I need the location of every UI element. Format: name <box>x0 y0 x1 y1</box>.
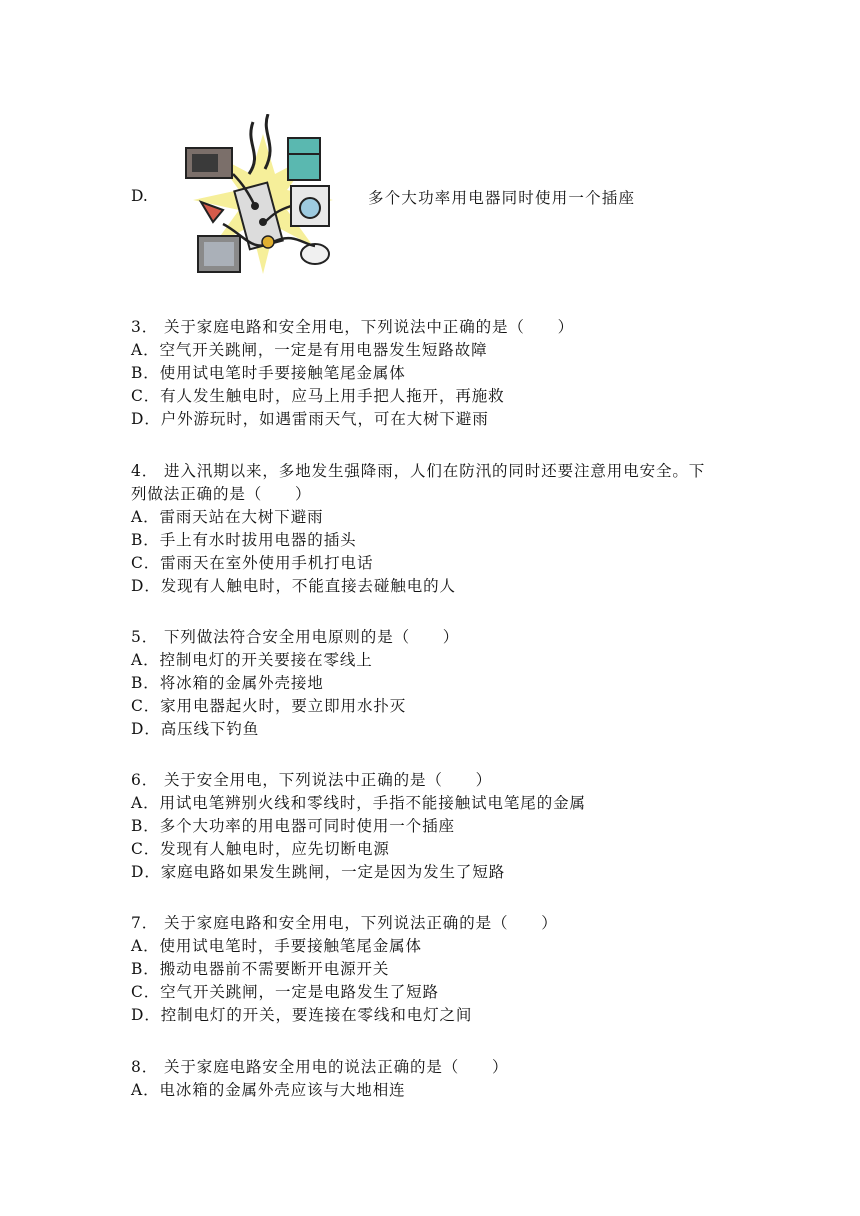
question-stem-continued: 列做法正确的是（ ） <box>131 485 312 503</box>
answer-option: B．多个大功率的用电器可同时使用一个插座 <box>131 817 455 835</box>
answer-option: A．电冰箱的金属外壳应该与大地相连 <box>131 1081 406 1099</box>
option-d-text: 多个大功率用电器同时使用一个插座 <box>368 189 636 207</box>
option-d-label: D. <box>131 187 148 205</box>
answer-option: C．发现有人触电时，应先切断电源 <box>131 840 390 858</box>
answer-option: B．使用试电笔时手要接触笔尾金属体 <box>131 364 406 382</box>
answer-option: A．使用试电笔时，手要接触笔尾金属体 <box>131 937 422 955</box>
answer-option: B．搬动电器前不需要断开电源开关 <box>131 960 390 978</box>
question-stem: 7． 关于家庭电路和安全用电，下列说法正确的是（ ） <box>131 914 558 932</box>
answer-option: A．用试电笔辨别火线和零线时，手指不能接触试电笔尾的金属 <box>131 794 586 812</box>
answer-option: C．有人发生触电时，应马上用手把人拖开，再施救 <box>131 387 505 405</box>
answer-option: D．高压线下钓鱼 <box>131 720 260 738</box>
question-stem: 8． 关于家庭电路安全用电的说法正确的是（ ） <box>131 1058 509 1076</box>
answer-option: D．控制电灯的开关，要连接在零线和电灯之间 <box>131 1006 473 1024</box>
answer-option: D．户外游玩时，如遇雷雨天气，可在大树下避雨 <box>131 410 489 428</box>
answer-option: C．雷雨天在室外使用手机打电话 <box>131 554 374 572</box>
question-stem: 5． 下列做法符合安全用电原则的是（ ） <box>131 628 460 646</box>
answer-option: A．雷雨天站在大树下避雨 <box>131 508 324 526</box>
overloaded-socket-illustration <box>183 114 343 286</box>
answer-option: D．家庭电路如果发生跳闸，一定是因为发生了短路 <box>131 863 506 881</box>
answer-option: C．家用电器起火时，要立即用水扑灭 <box>131 697 407 715</box>
answer-option: B．手上有水时拔用电器的插头 <box>131 531 357 549</box>
question-stem: 4． 进入汛期以来，多地发生强降雨，人们在防汛的同时还要注意用电安全。下 <box>131 462 706 480</box>
question-stem: 3． 关于家庭电路和安全用电，下列说法中正确的是（ ） <box>131 318 574 336</box>
answer-option: D．发现有人触电时，不能直接去碰触电的人 <box>131 577 456 595</box>
answer-option: C．空气开关跳闸，一定是电路发生了短路 <box>131 983 439 1001</box>
answer-option: A．控制电灯的开关要接在零线上 <box>131 651 373 669</box>
answer-option: B．将冰箱的金属外壳接地 <box>131 674 324 692</box>
question-stem: 6． 关于安全用电，下列说法中正确的是（ ） <box>131 771 492 789</box>
answer-option: A．空气开关跳闸，一定是有用电器发生短路故障 <box>131 341 488 359</box>
